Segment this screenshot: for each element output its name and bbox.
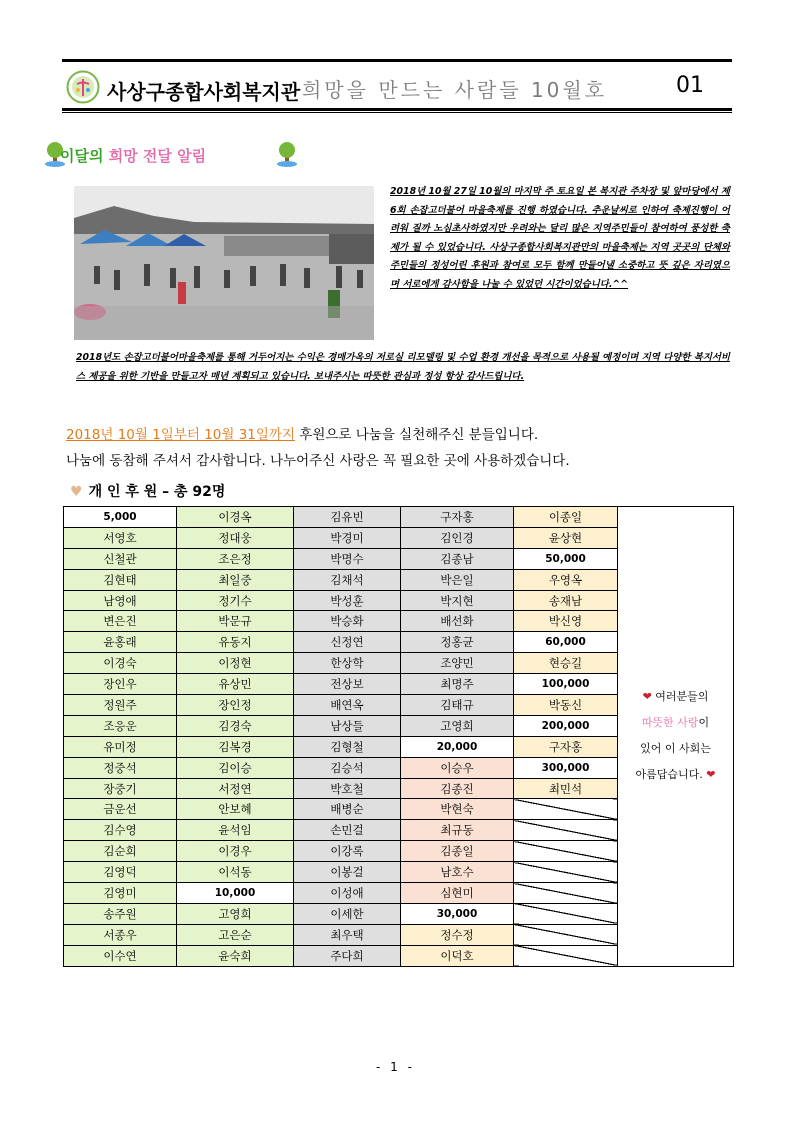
donation-period-suffix: 후원으로 나눔을 실천해주신 분들입니다. bbox=[295, 427, 539, 443]
table-cell: 박지현 bbox=[401, 590, 514, 611]
table-cell: 장중기 bbox=[64, 778, 177, 799]
table-cell: 이강록 bbox=[294, 841, 401, 862]
table-cell: 배선화 bbox=[401, 611, 514, 632]
table-cell: 배병순 bbox=[294, 799, 401, 820]
table-cell: 고영희 bbox=[401, 715, 514, 736]
table-cell: 100,000 bbox=[514, 674, 618, 695]
table-cell: 구자홍 bbox=[401, 507, 514, 528]
table-cell: 김수영 bbox=[64, 820, 177, 841]
table-cell: 박동신 bbox=[514, 695, 618, 716]
header-rule-bottom bbox=[62, 108, 732, 111]
empty-cell bbox=[514, 841, 618, 862]
table-cell: 장인우 bbox=[64, 674, 177, 695]
table-cell: 배연옥 bbox=[294, 695, 401, 716]
heart-icon: ❤ bbox=[706, 768, 716, 782]
table-cell: 서정연 bbox=[177, 778, 294, 799]
table-cell: 60,000 bbox=[514, 632, 618, 653]
table-cell: 최우택 bbox=[294, 924, 401, 945]
table-cell: 5,000 bbox=[64, 507, 177, 528]
table-cell: 서종우 bbox=[64, 924, 177, 945]
heart-icon: ♥ bbox=[70, 484, 83, 500]
table-cell: 신철관 bbox=[64, 548, 177, 569]
table-cell: 박경미 bbox=[294, 527, 401, 548]
table-cell: 10,000 bbox=[177, 883, 294, 904]
table-cell: 최민석 bbox=[514, 778, 618, 799]
org-name: 사상구종합사회복지관 bbox=[107, 80, 301, 104]
table-cell: 이승우 bbox=[401, 757, 514, 778]
donation-period: 2018년 10월 1일부터 10월 31일까지 bbox=[66, 427, 296, 443]
table-cell: 20,000 bbox=[401, 736, 514, 757]
heart-icon: ❤ bbox=[642, 690, 652, 704]
header-rule-bottom-thin bbox=[62, 112, 732, 113]
article-paragraph-2: 2018년도 손잡고더불어마을축제를 통해 거두어지는 수익은 경매가옥의 저로실 리모델링 및 수업 환경 개선을 목적으로 사용될 예정이며 지역 다양한 복지서비스 제공을 위한 기반을 만들고자 매년 계획되고 있습니다. 보내주시는 따뜻한 관심과 정성 항상 감사드립니다. bbox=[76, 352, 730, 382]
table-cell: 김인경 bbox=[401, 527, 514, 548]
side-message-line2-suffix: 이 bbox=[698, 716, 710, 730]
table-cell: 심현미 bbox=[401, 883, 514, 904]
table-cell: 30,000 bbox=[401, 903, 514, 924]
table-cell: 유상민 bbox=[177, 674, 294, 695]
table-cell: 송주원 bbox=[64, 903, 177, 924]
table-cell: 정기수 bbox=[177, 590, 294, 611]
side-message-line4: 아름답습니다. bbox=[635, 768, 703, 782]
table-cell: 주다희 bbox=[294, 945, 401, 966]
table-cell: 신정연 bbox=[294, 632, 401, 653]
table-cell: 정수정 bbox=[401, 924, 514, 945]
table-cell: 이덕호 bbox=[401, 945, 514, 966]
table-cell: 최명주 bbox=[401, 674, 514, 695]
empty-cell bbox=[514, 924, 618, 945]
table-cell: 김종남 bbox=[401, 548, 514, 569]
section-title-prefix: 이달의 bbox=[60, 147, 109, 165]
table-cell: 박성훈 bbox=[294, 590, 401, 611]
table-cell: 윤석임 bbox=[177, 820, 294, 841]
table-cell: 50,000 bbox=[514, 548, 618, 569]
table-cell: 전상보 bbox=[294, 674, 401, 695]
table-cell: 정원주 bbox=[64, 695, 177, 716]
table-cell: 이경옥 bbox=[177, 507, 294, 528]
empty-cell bbox=[514, 883, 618, 904]
table-cell: 윤홍래 bbox=[64, 632, 177, 653]
table-cell: 김이승 bbox=[177, 757, 294, 778]
empty-cell bbox=[514, 862, 618, 883]
table-cell: 현승길 bbox=[514, 653, 618, 674]
table-cell: 이석동 bbox=[177, 862, 294, 883]
table-cell: 남상들 bbox=[294, 715, 401, 736]
section-title bbox=[60, 145, 206, 166]
table-cell: 한상학 bbox=[294, 653, 401, 674]
table-cell: 박신영 bbox=[514, 611, 618, 632]
table-cell: 김유빈 bbox=[294, 507, 401, 528]
table-cell: 박호철 bbox=[294, 778, 401, 799]
table-cell: 김종일 bbox=[401, 841, 514, 862]
table-cell: 이경숙 bbox=[64, 653, 177, 674]
header-rule-top bbox=[62, 59, 732, 62]
table-cell: 이세한 bbox=[294, 903, 401, 924]
article-paragraph bbox=[390, 183, 730, 295]
side-message-line1: 여러분들의 bbox=[655, 690, 709, 704]
donor-heading bbox=[70, 481, 225, 501]
table-cell: 박은일 bbox=[401, 569, 514, 590]
table-cell: 김채석 bbox=[294, 569, 401, 590]
issue-title: 희망을 만드는 사람들 10월호 bbox=[302, 78, 608, 102]
table-cell: 남영애 bbox=[64, 590, 177, 611]
donor-table bbox=[63, 506, 734, 967]
table-cell: 최규동 bbox=[401, 820, 514, 841]
article-paragraph-1: 2018년 10월 27일 10월의 마지막 주 토요일 본 복지관 주차장 및 앞마당에서 제 6회 손잡고더불어 마을축제를 진행 하였습니다. 추운날씨로 인하여 축제진행이 어려워 질까 노심초사하였지만 우려와는 달리 많은 지역주민들이 참여하여 풍성한 축제가 될 수 있었습니다. 사상구종합사회복지관만의 마을축제는 지역 곳곳의 단체와 주민들의 정성어린 후원과 참여로 모두 함께 만들어낼 소중하고 뜻 깊은 자리였으며 서로에게 감사함을 나눌 수 있었던 시간이었습니다.^^ bbox=[390, 186, 730, 290]
side-message-line3: 있어 이 사회는 bbox=[640, 742, 711, 756]
table-cell: 변은진 bbox=[64, 611, 177, 632]
table-cell: 조은정 bbox=[177, 548, 294, 569]
table-cell: 정대웅 bbox=[177, 527, 294, 548]
table-cell: 김형철 bbox=[294, 736, 401, 757]
table-cell: 조양민 bbox=[401, 653, 514, 674]
table-cell: 이종일 bbox=[514, 507, 618, 528]
table-cell: 이봉걸 bbox=[294, 862, 401, 883]
table-cell: 조응운 bbox=[64, 715, 177, 736]
table-cell: 박문규 bbox=[177, 611, 294, 632]
page-footer: - 1 - bbox=[376, 1060, 415, 1074]
table-cell: 유동지 bbox=[177, 632, 294, 653]
article-paragraph-continued bbox=[76, 348, 730, 386]
table-cell: 손민걸 bbox=[294, 820, 401, 841]
table-cell: 이성애 bbox=[294, 883, 401, 904]
table-cell: 200,000 bbox=[514, 715, 618, 736]
thanks-line: 나눔에 동참해 주셔서 감사합니다. 나누어주신 사랑은 꼭 필요한 곳에 사용하겠습니다. bbox=[66, 453, 570, 469]
table-cell: 박명수 bbox=[294, 548, 401, 569]
section-title-highlight: 희망 전달 알림 bbox=[108, 147, 207, 165]
table-cell: 박승화 bbox=[294, 611, 401, 632]
table-cell: 서영호 bbox=[64, 527, 177, 548]
table-cell: 최일중 bbox=[177, 569, 294, 590]
table-cell: 김현태 bbox=[64, 569, 177, 590]
table-cell: 김영미 bbox=[64, 883, 177, 904]
table-cell: 고영희 bbox=[177, 903, 294, 924]
table-cell: 윤상현 bbox=[514, 527, 618, 548]
table-cell: 우영옥 bbox=[514, 569, 618, 590]
table-cell: 김태규 bbox=[401, 695, 514, 716]
table-cell: 안보혜 bbox=[177, 799, 294, 820]
table-cell: 이경우 bbox=[177, 841, 294, 862]
table-cell: 구자홍 bbox=[514, 736, 618, 757]
donor-heading-text: 개 인 후 원 – 총 92명 bbox=[88, 484, 226, 500]
org-logo-icon bbox=[66, 70, 100, 104]
thanks-message-cell bbox=[618, 507, 734, 967]
table-cell: 김승석 bbox=[294, 757, 401, 778]
table-cell: 정중석 bbox=[64, 757, 177, 778]
table-cell: 윤숙희 bbox=[177, 945, 294, 966]
empty-cell bbox=[514, 820, 618, 841]
table-cell: 김경숙 bbox=[177, 715, 294, 736]
table-cell: 고은순 bbox=[177, 924, 294, 945]
table-cell: 송재남 bbox=[514, 590, 618, 611]
empty-cell bbox=[514, 799, 618, 820]
table-cell: 이수연 bbox=[64, 945, 177, 966]
table-cell: 금운선 bbox=[64, 799, 177, 820]
table-cell: 정홍균 bbox=[401, 632, 514, 653]
table-cell: 김영덕 bbox=[64, 862, 177, 883]
page-number: 01 bbox=[676, 73, 704, 98]
table-cell: 유미정 bbox=[64, 736, 177, 757]
table-cell: 김순희 bbox=[64, 841, 177, 862]
side-message-highlight: 따뜻한 사랑 bbox=[641, 716, 699, 730]
table-cell: 300,000 bbox=[514, 757, 618, 778]
table-cell: 김복경 bbox=[177, 736, 294, 757]
table-cell: 김종진 bbox=[401, 778, 514, 799]
table-cell: 박현숙 bbox=[401, 799, 514, 820]
table-cell: 남호수 bbox=[401, 862, 514, 883]
donation-period-line bbox=[66, 423, 538, 443]
table-row bbox=[64, 507, 734, 528]
table-cell: 이정현 bbox=[177, 653, 294, 674]
festival-photo bbox=[74, 186, 374, 340]
empty-cell bbox=[514, 945, 618, 966]
table-cell: 장인정 bbox=[177, 695, 294, 716]
empty-cell bbox=[514, 903, 618, 924]
tree-decoration-icon bbox=[276, 140, 298, 168]
